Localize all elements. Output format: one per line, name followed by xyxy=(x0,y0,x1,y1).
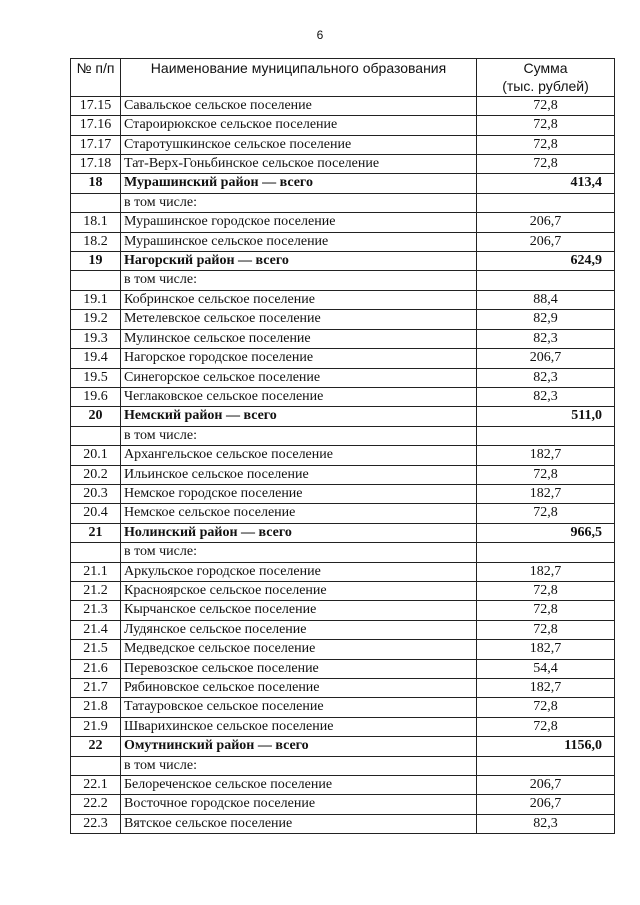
cell-num: 21.3 xyxy=(71,601,121,620)
cell-name: Шварихинское сельское поселение xyxy=(121,717,477,736)
cell-sum: 72,8 xyxy=(477,620,615,639)
cell-name: Архангельское сельское поселение xyxy=(121,446,477,465)
cell-name: Старотушкинское сельское поселение xyxy=(121,135,477,154)
cell-num xyxy=(71,756,121,775)
table-row xyxy=(71,776,615,795)
cell-sum: 206,7 xyxy=(477,232,615,251)
cell-sum: 624,9 xyxy=(477,252,615,271)
table-row-subheading xyxy=(71,756,615,775)
cell-name: Немский район — всего xyxy=(121,407,477,426)
table-row xyxy=(71,310,615,329)
cell-num: 17.16 xyxy=(71,116,121,135)
cell-num: 19.3 xyxy=(71,329,121,348)
cell-name: Метелевское сельское поселение xyxy=(121,310,477,329)
table-row xyxy=(71,232,615,251)
cell-name: Вятское сельское поселение xyxy=(121,814,477,833)
cell-sum xyxy=(477,193,615,212)
cell-sum: 88,4 xyxy=(477,290,615,309)
cell-name: Аркульское городское поселение xyxy=(121,562,477,581)
table-header-row xyxy=(71,59,615,97)
cell-name: в том числе: xyxy=(121,271,477,290)
cell-num: 20 xyxy=(71,407,121,426)
cell-num: 18 xyxy=(71,174,121,193)
table-row xyxy=(71,446,615,465)
cell-num: 19 xyxy=(71,252,121,271)
cell-name: Чеглаковское сельское поселение xyxy=(121,387,477,406)
cell-name: в том числе: xyxy=(121,193,477,212)
cell-num: 22.2 xyxy=(71,795,121,814)
cell-sum: 72,8 xyxy=(477,581,615,600)
cell-num: 21.4 xyxy=(71,620,121,639)
cell-sum: 82,3 xyxy=(477,368,615,387)
cell-num: 20.2 xyxy=(71,465,121,484)
cell-sum: 966,5 xyxy=(477,523,615,542)
header-sum-line1: Сумма xyxy=(523,60,568,76)
cell-sum: 182,7 xyxy=(477,640,615,659)
table-row xyxy=(71,329,615,348)
header-sum-line2: (тыс. рублей) xyxy=(502,78,589,95)
table-row-subheading xyxy=(71,271,615,290)
cell-num xyxy=(71,271,121,290)
table-row xyxy=(71,620,615,639)
cell-sum: 72,8 xyxy=(477,465,615,484)
cell-num xyxy=(71,193,121,212)
cell-name: Омутнинский район — всего xyxy=(121,737,477,756)
cell-num: 18.2 xyxy=(71,232,121,251)
cell-num: 20.3 xyxy=(71,484,121,503)
cell-name: Нагорское городское поселение xyxy=(121,349,477,368)
table-row-subheading xyxy=(71,543,615,562)
cell-num: 21.9 xyxy=(71,717,121,736)
table-row-total xyxy=(71,174,615,193)
cell-num: 19.6 xyxy=(71,387,121,406)
cell-sum xyxy=(477,543,615,562)
cell-sum: 182,7 xyxy=(477,562,615,581)
cell-num: 22 xyxy=(71,737,121,756)
table-row xyxy=(71,155,615,174)
cell-sum: 72,8 xyxy=(477,504,615,523)
header-num: № п/п xyxy=(71,59,121,97)
table-row xyxy=(71,387,615,406)
cell-sum: 72,8 xyxy=(477,698,615,717)
cell-name: Староирюкское сельское поселение xyxy=(121,116,477,135)
cell-name: Восточное городское поселение xyxy=(121,795,477,814)
cell-sum xyxy=(477,271,615,290)
table-row xyxy=(71,814,615,833)
header-name: Наименование муниципального образования xyxy=(121,59,477,97)
cell-sum: 72,8 xyxy=(477,135,615,154)
cell-num: 19.4 xyxy=(71,349,121,368)
municipal-table xyxy=(70,58,615,834)
cell-sum: 1156,0 xyxy=(477,737,615,756)
table-row-subheading xyxy=(71,193,615,212)
cell-num: 21.5 xyxy=(71,640,121,659)
cell-name: Мурашинское сельское поселение xyxy=(121,232,477,251)
cell-name: в том числе: xyxy=(121,543,477,562)
table-row xyxy=(71,349,615,368)
cell-name: Нагорский район — всего xyxy=(121,252,477,271)
cell-num: 21.2 xyxy=(71,581,121,600)
table-row-total xyxy=(71,252,615,271)
cell-num xyxy=(71,426,121,445)
cell-num: 17.18 xyxy=(71,155,121,174)
table-row xyxy=(71,717,615,736)
cell-sum: 182,7 xyxy=(477,446,615,465)
cell-name: Мулинское сельское поселение xyxy=(121,329,477,348)
table-row xyxy=(71,659,615,678)
cell-num: 17.17 xyxy=(71,135,121,154)
cell-name: Лудянское сельское поселение xyxy=(121,620,477,639)
cell-sum: 54,4 xyxy=(477,659,615,678)
cell-name: Нолинский район — всего xyxy=(121,523,477,542)
table-row xyxy=(71,135,615,154)
cell-name: Рябиновское сельское поселение xyxy=(121,679,477,698)
cell-sum: 72,8 xyxy=(477,116,615,135)
cell-sum: 72,8 xyxy=(477,155,615,174)
cell-sum: 206,7 xyxy=(477,776,615,795)
cell-sum: 72,8 xyxy=(477,717,615,736)
cell-name: в том числе: xyxy=(121,756,477,775)
cell-sum: 206,7 xyxy=(477,795,615,814)
cell-sum: 72,8 xyxy=(477,96,615,115)
cell-num: 19.5 xyxy=(71,368,121,387)
cell-name: Кырчанское сельское поселение xyxy=(121,601,477,620)
cell-sum: 206,7 xyxy=(477,213,615,232)
cell-sum: 82,9 xyxy=(477,310,615,329)
header-sum xyxy=(477,59,615,97)
cell-num xyxy=(71,543,121,562)
page-number: 6 xyxy=(316,28,324,42)
cell-num: 21.7 xyxy=(71,679,121,698)
table-row xyxy=(71,601,615,620)
cell-sum: 82,3 xyxy=(477,329,615,348)
cell-name: Белореченское сельское поселение xyxy=(121,776,477,795)
table-row xyxy=(71,795,615,814)
cell-sum: 511,0 xyxy=(477,407,615,426)
cell-name: в том числе: xyxy=(121,426,477,445)
cell-sum: 413,4 xyxy=(477,174,615,193)
cell-sum: 182,7 xyxy=(477,484,615,503)
cell-num: 19.2 xyxy=(71,310,121,329)
cell-sum: 82,3 xyxy=(477,387,615,406)
cell-name: Савальское сельское поселение xyxy=(121,96,477,115)
cell-name: Кобринское сельское поселение xyxy=(121,290,477,309)
cell-name: Татауровское сельское поселение xyxy=(121,698,477,717)
cell-sum: 72,8 xyxy=(477,601,615,620)
table-row xyxy=(71,698,615,717)
table-row-total xyxy=(71,407,615,426)
table-row-total xyxy=(71,523,615,542)
cell-name: Мурашинский район — всего xyxy=(121,174,477,193)
cell-sum xyxy=(477,756,615,775)
cell-sum xyxy=(477,426,615,445)
table-row xyxy=(71,368,615,387)
cell-num: 18.1 xyxy=(71,213,121,232)
cell-num: 21.1 xyxy=(71,562,121,581)
table-row xyxy=(71,96,615,115)
cell-name: Синегорское сельское поселение xyxy=(121,368,477,387)
table-row xyxy=(71,640,615,659)
table-row xyxy=(71,504,615,523)
cell-num: 17.15 xyxy=(71,96,121,115)
table-row xyxy=(71,290,615,309)
cell-num: 21.8 xyxy=(71,698,121,717)
cell-name: Перевозское сельское поселение xyxy=(121,659,477,678)
cell-num: 20.1 xyxy=(71,446,121,465)
cell-name: Мурашинское городское поселение xyxy=(121,213,477,232)
cell-num: 20.4 xyxy=(71,504,121,523)
table-row-total xyxy=(71,737,615,756)
table-row xyxy=(71,465,615,484)
cell-name: Тат-Верх-Гоньбинское сельское поселение xyxy=(121,155,477,174)
table-row xyxy=(71,581,615,600)
table-row xyxy=(71,213,615,232)
cell-num: 21.6 xyxy=(71,659,121,678)
cell-name: Немское сельское поселение xyxy=(121,504,477,523)
cell-sum: 82,3 xyxy=(477,814,615,833)
cell-num: 21 xyxy=(71,523,121,542)
table-row xyxy=(71,116,615,135)
table-row xyxy=(71,679,615,698)
cell-num: 22.1 xyxy=(71,776,121,795)
table-body xyxy=(71,96,615,833)
cell-num: 22.3 xyxy=(71,814,121,833)
cell-num: 19.1 xyxy=(71,290,121,309)
cell-sum: 182,7 xyxy=(477,679,615,698)
table-row-subheading xyxy=(71,426,615,445)
cell-sum: 206,7 xyxy=(477,349,615,368)
cell-name: Немское городское поселение xyxy=(121,484,477,503)
table-row xyxy=(71,562,615,581)
table-row xyxy=(71,484,615,503)
cell-name: Красноярское сельское поселение xyxy=(121,581,477,600)
cell-name: Медведское сельское поселение xyxy=(121,640,477,659)
cell-name: Ильинское сельское поселение xyxy=(121,465,477,484)
